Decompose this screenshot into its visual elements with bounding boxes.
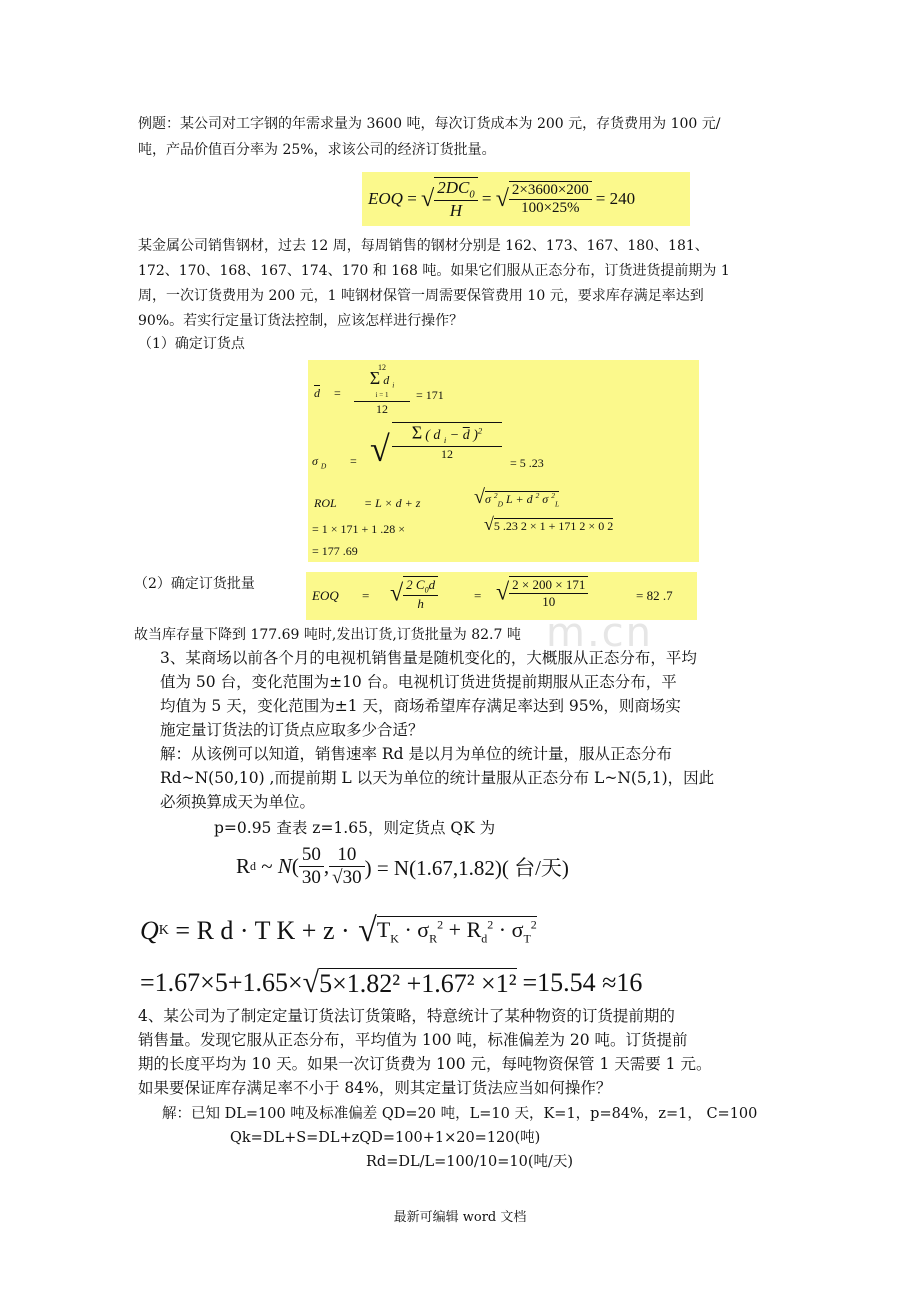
ex2-line2: 172、170、168、167、174、170 和 168 吨。如果它们服从正态分布，订货进货提前期为 1 bbox=[138, 263, 730, 279]
ex4-solution-2: Qk=DL+S=DL+zQD=100+1×20=120(吨) bbox=[230, 1130, 541, 1146]
eoq-numerator: 2DC bbox=[437, 177, 470, 197]
watermark: m.cn bbox=[546, 610, 654, 656]
ex4-line2: 销售量。发现它服从正态分布，平均值为 100 吨，标准偏差为 20 吨。订货提前 bbox=[138, 1031, 688, 1049]
ex1-line2: 吨，产品价值百分率为 25%，求该公司的经济订货批量。 bbox=[138, 142, 496, 158]
rol-label: ROL bbox=[314, 496, 337, 510]
ex4-solution-3: Rd=DL/L=100/10=10(吨/天) bbox=[366, 1154, 574, 1170]
ex1-line1: 例题：某公司对工字钢的年需求量为 3600 吨，每次订货成本为 200 元，存货费用为 100 元/ bbox=[138, 116, 721, 132]
eoq-formula-box-2: EOQ = √ $\frac{2 C_0\overline{d}}{h}$ = √ $\frac{2 \times 200 \times 171}{10}$ = 82 .7 bbox=[306, 572, 697, 620]
qk-result: =15.54 ≈16 bbox=[522, 968, 643, 997]
ex3-line4: 施定量订货法的订货点应取多少合适？ bbox=[160, 721, 424, 739]
ex3-line7: 必须换算成天为单位。 bbox=[160, 793, 316, 811]
rd-formula: R d ~ N( $\frac{50}{30}$ , $\frac{10}{√30}$ ) = N(1.67,1.82)( 台/天) bbox=[236, 844, 569, 888]
qk-formula: Q K = R d · T K + z · √ $T_K \cdot \sigma_R^2 + R_d^2 \cdot \sigma_T^2$ bbox=[140, 912, 537, 949]
ex2-line3: 周，一次订货费用为 200 元，1 吨钢材保管一周需要保管费用 10 元，要求库存满足率达到 bbox=[138, 288, 704, 304]
ex4-solution-1: 解：已知 DL=100 吨及标准偏差 QD=20 吨，L=10 天，K=1，p=84%，z=1， C=100 bbox=[162, 1106, 758, 1122]
step2-heading: （2）确定订货批量 bbox=[134, 576, 255, 592]
ex2-line1: 某金属公司销售钢材，过去 12 周，每周销售的钢材分别是 162、173、167、180、181、 bbox=[138, 238, 709, 254]
dbar-result: = 171 bbox=[416, 388, 444, 402]
eoq-formula-box-1: EOQ = √ $\frac{2DC_0}{H}$ = √ $\frac{2\times 3600\times 200}{100\times 25\%}$ = 240 bbox=[362, 172, 690, 226]
eoq-result: = 240 bbox=[595, 189, 636, 208]
eoq-label: EOQ bbox=[368, 189, 403, 208]
sigma-result: = 5 .23 bbox=[510, 456, 544, 470]
ex2-conclusion: 故当库存量下降到 177.69 吨时,发出订货,订货批量为 82.7 吨 bbox=[134, 627, 521, 643]
reorder-point-formula-box: $\overline{d}$ = 12 Σ d $_i$ i = 1 12 = 171 σ $_D$ = √ $\frac{\Sigma ( d _i - \overline{d} )^2}{12}$ = 5 .23 ROL = L × d + z √σ $^2_D$ $\overline{L} + \overline{d}$ $^2$ σ $^2_L$ = 1 × 171 + 1 .28 × √5 .23 2 × 1 + 171 2 × 0 2 = 177 .69 bbox=[308, 360, 699, 562]
qk-calculation: =1.67×5+1.65× √ 5×1.82² +1.67² ×1² =15.54 ≈16 bbox=[140, 966, 643, 999]
rd-result: ) = N(1.67,1.82)( 台/天) bbox=[364, 855, 569, 880]
ex4-line1: 4、某公司为了制定定量订货法订货策略，特意统计了某种物资的订货提前期的 bbox=[138, 1007, 675, 1025]
rol-sqrt: 5 .23 2 × 1 + 171 2 × 0 2 bbox=[493, 519, 614, 533]
eoq-denominator: H bbox=[449, 201, 463, 221]
ex2-line4: 90%。若实行定量订货法控制，应该怎样进行操作？ bbox=[138, 313, 464, 329]
eoq-calc-denominator: 100×25% bbox=[521, 200, 580, 216]
rol-calc: = 1 × 171 + 1 .28 × bbox=[312, 522, 406, 536]
ex3-line2: 值为 50 台，变化范围为±10 台。电视机订货进货提前期服从正态分布，平 bbox=[160, 673, 677, 691]
page-footer: 最新可编辑 word 文档 bbox=[393, 1210, 527, 1225]
rol-result: = 177 .69 bbox=[312, 544, 358, 558]
eoq2-result: = 82 .7 bbox=[636, 588, 673, 603]
ex3-line6: Rd~N(50,10) ,而提前期 L 以天为单位的统计量服从正态分布 L~N(5,1)，因此 bbox=[160, 769, 715, 787]
ex4-line3: 期的长度平均为 10 天。如果一次订货费为 100 元，每吨物资保管 1 天需要 1 元。 bbox=[138, 1055, 712, 1073]
ex4-line4: 如果要保证库存满足率不小于 84%，则其定量订货法应当如何操作？ bbox=[138, 1079, 612, 1097]
step1-heading: （1）确定订货点 bbox=[138, 336, 245, 352]
rol-expression: = L × d + z bbox=[364, 496, 421, 510]
ex3-lookup: p=0.95 查表 z=1.65，则定货点 QK 为 bbox=[214, 819, 496, 837]
ex3-line5: 解：从该例可以知道，销售速率 Rd 是以月为单位的统计量，服从正态分布 bbox=[160, 745, 672, 763]
ex3-line1: 3、某商场以前各个月的电视机销售量是随机变化的，大概服从正态分布，平均 bbox=[160, 649, 697, 667]
eoq-calc-numerator: 2×3600×200 bbox=[509, 182, 592, 200]
ex3-line3: 均值为 5 天，变化范围为±1 天，商场希望库存满足率达到 95%，则商场实 bbox=[160, 697, 681, 715]
